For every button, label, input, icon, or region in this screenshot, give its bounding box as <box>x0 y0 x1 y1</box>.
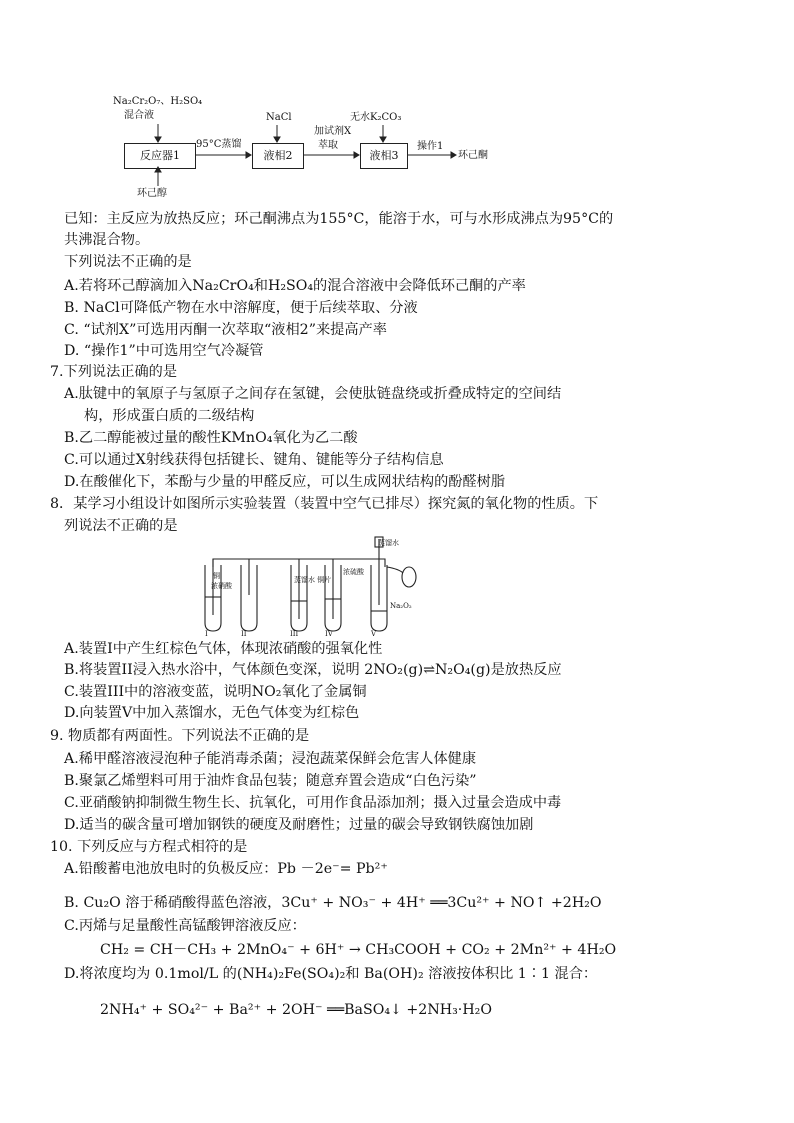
reactor-box: 反应器1 <box>124 143 196 169</box>
op1-label: 操作1 <box>417 141 444 152</box>
q9-stem: 9. 物质都有两面性。下列说法不正确的是 <box>50 728 310 744</box>
add-x-label: 加试剂X <box>314 126 352 137</box>
q10-option-d: D.将浓度均为 0.1mol/L 的(NH₄)₂Fe(SO₄)₂和 Ba(OH)₂ 溶液按体积比 1∶1 混合： <box>64 966 598 982</box>
q10-option-b: B. Cu₂O 溶于稀硝酸得蓝色溶液，3Cu⁺ + NO₃⁻ + 4H⁺ ══3Cu²⁺ + NO↑ +2H₂O <box>64 895 602 911</box>
reagent-label: Na₂Cr₂O₇、H₂SO₄ <box>113 96 203 107</box>
q6-option-b: B. NaCl可降低产物在水中溶解度，便于后续萃取、分液 <box>64 300 418 316</box>
apparatus-label-sulfuric: 浓硫酸 <box>343 568 364 576</box>
q7-option-a-2: 构，形成蛋白质的二级结构 <box>84 408 255 424</box>
q6-known-1: 已知：主反应为放热反应；环己酮沸点为155°C，能溶于水，可与水形成沸点为95°C的 <box>64 211 614 227</box>
reagent-label-2: 混合液 <box>124 110 154 121</box>
q10-option-c: C.丙烯与足量酸性高锰酸钾溶液反应： <box>64 918 306 934</box>
liquid2-box: 液相2 <box>252 143 304 169</box>
apparatus-label-nitric: 浓硝酸 <box>211 582 232 590</box>
q9-option-b: B.聚氯乙烯塑料可用于油炸食品包装；随意弃置会造成“白色污染” <box>64 773 477 789</box>
q9-option-c: C.亚硝酸钠抑制微生物生长、抗氧化，可用作食品添加剂；摄入过量会造成中毒 <box>64 795 562 811</box>
q8-stem-1: 8．某学习小组设计如图所示实验装置（装置中空气已排尽）探究氮的氧化物的性质。下 <box>50 496 599 512</box>
product-label: 环己酮 <box>458 150 488 161</box>
q6-option-a: A.若将环己醇滴加入Na₂CrO₄和H₂SO₄的混合溶液中会降低环己酮的产率 <box>64 278 526 294</box>
apparatus-label-na2o2: Na₂O₂ <box>390 602 412 610</box>
q8-option-a: A.装置I中产生红棕色气体，体现浓硝酸的强氧化性 <box>64 641 383 657</box>
q10-option-a: A.铅酸蓄电池放电时的负极反应：Pb －2e⁻= Pb²⁺ <box>64 861 388 877</box>
distill-label: 95°C蒸馏 <box>196 139 242 150</box>
q10-option-c-equation: CH₂ = CH－CH₃ + 2MnO₄⁻ + 6H⁺ → CH₃COOH + CO₂ + 2Mn²⁺ + 4H₂O <box>100 942 617 958</box>
tube-label-1: I <box>205 630 208 638</box>
q7-option-a-1: A.肽键中的氧原子与氢原子之间存在氢键，会使肽链盘绕或折叠成特定的空间结 <box>64 386 562 402</box>
q8-option-d: D.向装置V中加入蒸馏水，无色气体变为红棕色 <box>64 705 360 721</box>
q10-stem: 10. 下列反应与方程式相符的是 <box>50 839 248 855</box>
q8-option-b: B.将装置II浸入热水浴中，气体颜色变深，说明 2NO₂(g)⇌N₂O₄(g)是放热反应 <box>64 662 562 678</box>
apparatus-label-water: 蒸馏水 <box>378 539 399 547</box>
q7-option-b: B.乙二醇能被过量的酸性KMnO₄氧化为乙二酸 <box>64 430 358 446</box>
extract-label: 萃取 <box>318 140 338 151</box>
q7-option-d: D.在酸催化下，苯酚与少量的甲醛反应，可以生成网状结构的酚醛树脂 <box>64 474 506 490</box>
nacl-label: NaCl <box>266 112 292 123</box>
q6-option-d: D. “操作1”中可选用空气冷凝管 <box>64 343 264 359</box>
tube-label-3: III <box>290 630 299 638</box>
apparatus-label-water-cu: 蒸馏水 铜片 <box>294 576 332 584</box>
q9-option-a: A.稀甲醛溶液浸泡种子能消毒杀菌；浸泡蔬菜保鲜会危害人体健康 <box>64 751 477 767</box>
q9-option-d: D.适当的碳含量可增加钢铁的硬度及耐磨性；过量的碳会导致钢铁腐蚀加剧 <box>64 817 534 833</box>
q8-stem-2: 列说法不正确的是 <box>64 518 178 534</box>
tube-label-4: IV <box>325 630 333 638</box>
q10-option-d-equation: 2NH₄⁺ + SO₄²⁻ + Ba²⁺ + 2OH⁻ ══BaSO₄↓ +2NH₃·H₂O <box>100 1002 493 1018</box>
q6-option-c: C. “试剂X”可选用丙酮一次萃取“液相2”来提高产率 <box>64 322 387 338</box>
anhydrous-label: 无水K₂CO₃ <box>350 112 402 123</box>
q6-known-2: 共沸混合物。 <box>64 232 150 248</box>
liquid3-box: 液相3 <box>360 143 408 169</box>
tube-label-5: V <box>371 630 377 638</box>
flowchart-arrows <box>0 0 794 220</box>
q8-option-c: C.装置III中的溶液变蓝，说明NO₂氧化了金属铜 <box>64 684 367 700</box>
q6-stem: 下列说法不正确的是 <box>64 254 192 270</box>
q7-option-c: C.可以通过X射线获得包括键长、键角、键能等分子结构信息 <box>64 452 444 468</box>
apparatus-label-copper: 铜 <box>213 572 220 580</box>
tube-label-2: II <box>241 630 247 638</box>
feed-label: 环己醇 <box>137 188 167 199</box>
q7-stem: 7.下列说法正确的是 <box>50 364 178 380</box>
